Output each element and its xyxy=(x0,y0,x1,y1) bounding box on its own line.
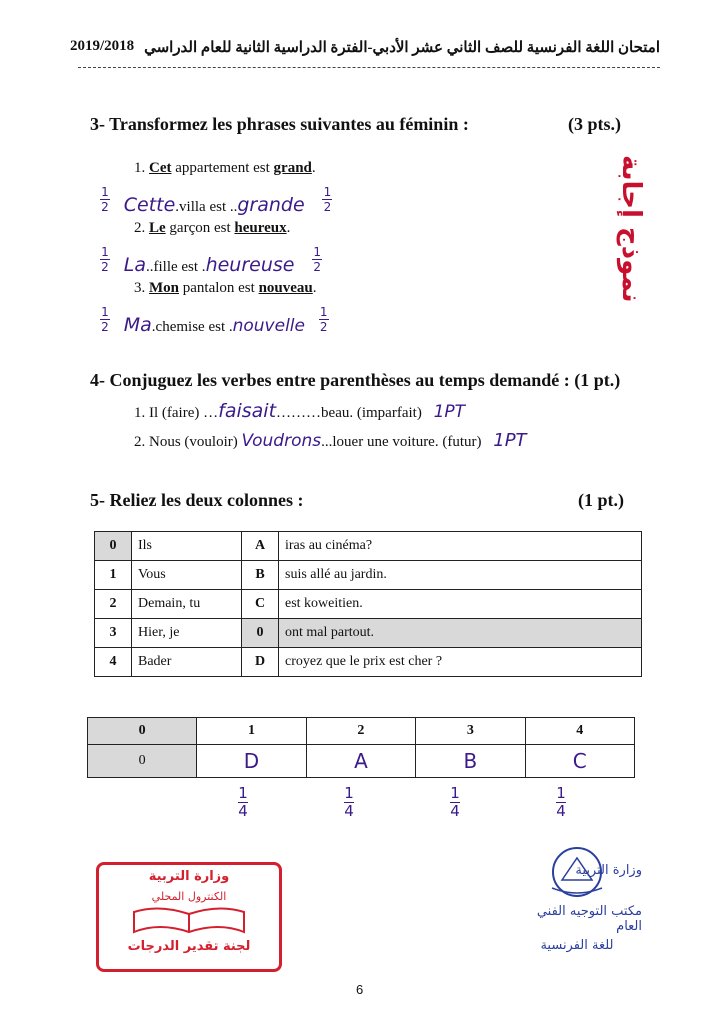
s4-answer-1: faisait xyxy=(218,400,277,422)
s3-item-2: 2. Le garçon est heureux. xyxy=(134,220,291,236)
grid-head-cell: 0 xyxy=(88,718,197,745)
subject-cell: Hier, je xyxy=(132,619,242,648)
mark-fraction: $\frac{1}{2}$ xyxy=(319,305,328,334)
s3-answer-2: $\frac{1}{2}$ La..fille est .heureuse $\frac{1}{2}$ xyxy=(101,245,322,276)
grid-head-cell: 3 xyxy=(416,718,525,745)
s4-mark-2: 1PT xyxy=(493,430,527,451)
completion-cell: est koweitien. xyxy=(279,590,642,619)
mark-fraction: 1 4 xyxy=(238,784,248,820)
subject-cell: Ils xyxy=(132,532,242,561)
answer-grid xyxy=(87,717,635,778)
row-number: 0 xyxy=(95,532,132,561)
grid-answer-cell: B xyxy=(416,745,525,778)
header-year: 2019/2018 xyxy=(70,38,135,54)
match-row xyxy=(95,532,642,561)
match-row xyxy=(95,648,642,677)
subject-cell: Vous xyxy=(132,561,242,590)
book-icon xyxy=(129,907,249,937)
s3-item-1: 1. Cet appartement est grand. xyxy=(134,160,316,176)
letter-cell: A xyxy=(242,532,279,561)
row-number: 3 xyxy=(95,619,132,648)
match-table xyxy=(94,531,642,677)
completion-cell: suis allé au jardin. xyxy=(279,561,642,590)
match-row xyxy=(95,590,642,619)
section4-title: 4- Conjuguez les verbes entre parenthèses au temps demandé : (1 pt.) xyxy=(90,370,621,390)
mark-fraction: $\frac{1}{2}$ xyxy=(101,245,109,274)
page-number: 6 xyxy=(356,982,364,997)
grid-head-cell: 4 xyxy=(525,718,634,745)
ministry-stamp: وزارة التربية مكتب التوجيه الفني العام للغة الفرنسية xyxy=(512,840,642,970)
mark-fraction: $\frac{1}{2}$ xyxy=(101,305,109,334)
completion-cell: croyez que le prix est cher ? xyxy=(279,648,642,677)
section3-points: (3 pts.) xyxy=(568,114,621,134)
letter-cell: B xyxy=(242,561,279,590)
s4-mark-1: 1PT xyxy=(433,402,466,422)
header-divider xyxy=(78,67,660,68)
section5-points: (1 pt.) xyxy=(578,490,624,510)
row-number: 2 xyxy=(95,590,132,619)
grid-head-cell: 1 xyxy=(197,718,306,745)
mark-fraction: $\frac{1}{2}$ xyxy=(323,185,332,214)
grid-head-cell: 2 xyxy=(306,718,415,745)
section5-title: 5- Reliez les deux colonnes : xyxy=(90,490,304,510)
mark-fraction: 1 4 xyxy=(344,784,354,820)
letter-cell: D xyxy=(242,648,279,677)
completion-cell: iras au cinéma? xyxy=(279,532,642,561)
subject-cell: Demain, tu xyxy=(132,590,242,619)
match-row xyxy=(95,561,642,590)
mark-fraction: 1 4 xyxy=(556,784,566,820)
s4-line-1: 1. Il (faire) …faisait………beau. (imparfait) 1PT xyxy=(134,400,466,422)
subject-cell: Bader xyxy=(132,648,242,677)
letter-cell: 0 xyxy=(242,619,279,648)
s3-item-3: 3. Mon pantalon est nouveau. xyxy=(134,280,317,296)
header-title: امتحان اللغة الفرنسية للصف الثاني عشر الأدبي-الفترة الدراسية الثانية للعام الدراسي xyxy=(144,40,660,56)
match-row xyxy=(95,619,642,648)
mark-fraction: 1 4 xyxy=(450,784,460,820)
s3-answer-3: $\frac{1}{2}$ Ma.chemise est .nouvelle $\frac{1}{2}$ xyxy=(101,305,328,336)
letter-cell: C xyxy=(242,590,279,619)
mark-fraction: $\frac{1}{2}$ xyxy=(313,245,322,274)
s3-answer-1: $\frac{1}{2}$ Cette.villa est ..grande $\frac{1}{2}$ xyxy=(101,185,332,216)
section3-title: 3- Transformez les phrases suivantes au féminin : xyxy=(90,114,469,134)
grid-answer-cell: D xyxy=(197,745,306,778)
grid-example-cell: 0 xyxy=(88,745,197,778)
exam-header xyxy=(70,38,660,57)
completion-cell: ont mal partout. xyxy=(279,619,642,648)
mark-fraction: $\frac{1}{2}$ xyxy=(101,185,109,214)
grid-answer-cell: C xyxy=(525,745,634,778)
model-answer-annotation: نموذج إجابة xyxy=(616,155,646,303)
grading-committee-stamp: وزارة التربية الكنترول المحلي لجنة تقدير الدرجات xyxy=(96,862,282,972)
s4-answer-2: Voudrons xyxy=(241,431,322,451)
answer-marks xyxy=(238,786,568,830)
row-number: 4 xyxy=(95,648,132,677)
s4-line-2: 2. Nous (vouloir) Voudrons...louer une voiture. (futur) 1PT xyxy=(134,430,527,451)
grid-answer-cell: A xyxy=(306,745,415,778)
row-number: 1 xyxy=(95,561,132,590)
